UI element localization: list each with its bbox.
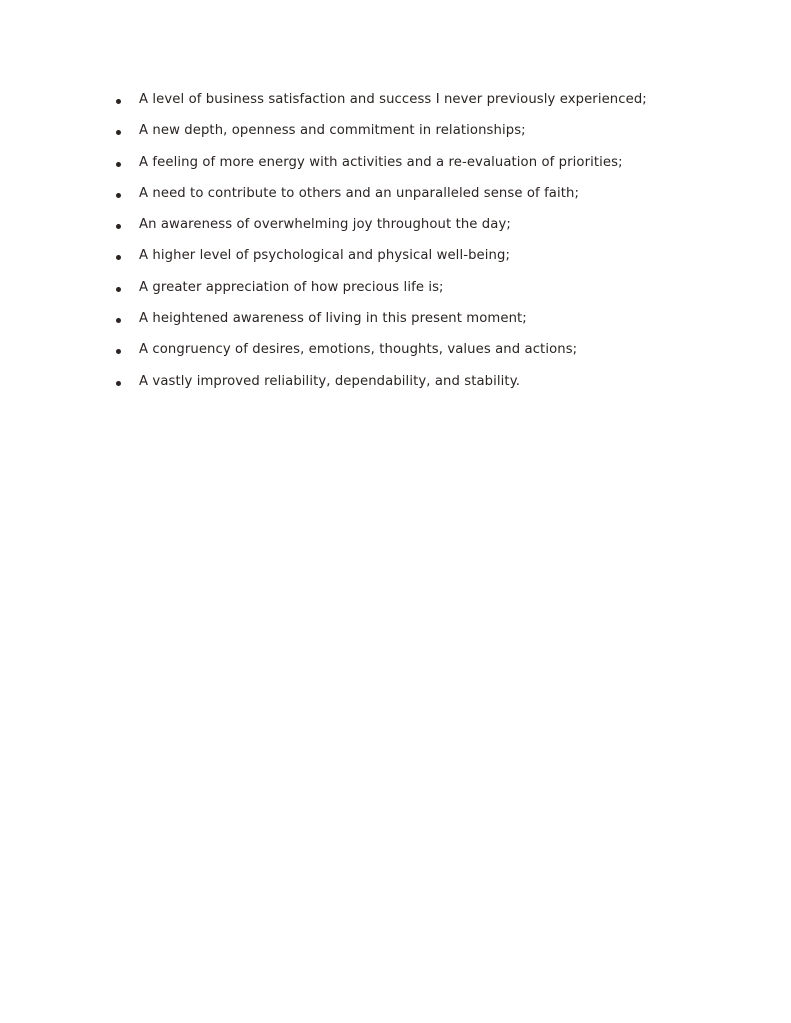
list-item-text: A higher level of psychological and physical well-being; (139, 248, 510, 264)
bullet-icon (116, 381, 121, 386)
bullet-icon (116, 162, 121, 167)
list-item-text: A congruency of desires, emotions, thoughts, values and actions; (139, 342, 578, 358)
list-item-text: A need to contribute to others and an unparalleled sense of faith; (139, 185, 580, 201)
bullet-icon (116, 130, 121, 135)
list-item-text: A greater appreciation of how precious life is; (139, 279, 444, 295)
list-item-text: An awareness of overwhelming joy throughout the day; (139, 217, 511, 233)
bullet-icon (116, 224, 121, 229)
bullet-icon (116, 349, 121, 354)
list-item-text: A level of business satisfaction and success I never previously experienced; (139, 92, 647, 107)
bullet-icon (116, 287, 121, 292)
bullet-icon (116, 318, 121, 323)
bullet-icon (116, 255, 121, 260)
bullet-icon (116, 99, 121, 104)
list-item-text: A heightened awareness of living in this present moment; (139, 311, 527, 327)
list-item-text: A new depth, openness and commitment in relationships; (139, 123, 526, 139)
list-item-text: A feeling of more energy with activities and a re-evaluation of priorities; (139, 154, 623, 170)
bullet-icon (116, 193, 121, 198)
list-item-text: A vastly improved reliability, dependability, and stability. (139, 373, 521, 389)
